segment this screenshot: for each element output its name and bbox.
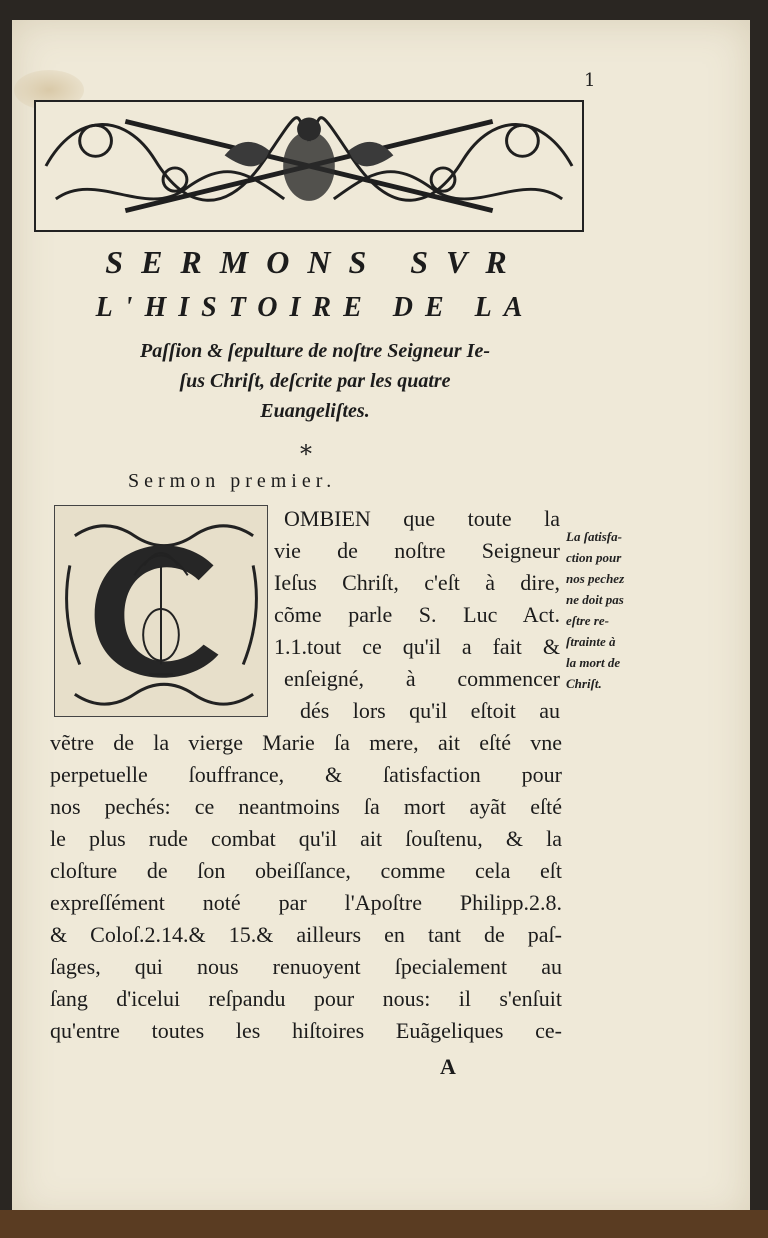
asterisk-ornament: *	[300, 440, 312, 468]
body-text-line: vie de noſtre Seigneur	[274, 538, 560, 563]
ornamental-headband	[34, 100, 584, 232]
subtitle-line: Euangeliſtes.	[260, 400, 370, 422]
title-line-2: L'HISTOIRE DE LA	[95, 292, 535, 323]
body-text-line: qu'entre toutes les hiſtoires Euãgeliques ce-	[50, 1018, 562, 1043]
body-text-line: le plus rude combat qu'il ait ſouſtenu, & la	[50, 826, 562, 851]
margin-note-line: La ſatisfa-	[566, 529, 622, 544]
body-text-line: Ieſus Chriſt, c'eſt à dire,	[274, 570, 560, 595]
body-text-line: OMBIEN que toute la	[284, 506, 560, 531]
page-number: 1	[584, 70, 596, 91]
signature-mark: A	[440, 1054, 456, 1079]
body-text-line: ſang d'icelui reſpandu pour nous: il s'enſuit	[50, 986, 562, 1011]
body-text-line: vẽtre de la vierge Marie ſa mere, ait eſté vne	[50, 730, 562, 755]
body-text-line: dés lors qu'il eſtoit au	[300, 698, 560, 723]
page-edge	[0, 1210, 768, 1238]
subtitle-line: Paſſion & ſepulture de noſtre Seigneur Ie-	[140, 340, 490, 362]
body-text-line: enſeigné, à commencer	[284, 666, 560, 691]
body-text-line: & Coloſ.2.14.& 15.& ailleurs en tant de paſ-	[50, 922, 562, 947]
body-text-line: nos pechés: ce neantmoins ſa mort ayãt eſté	[50, 794, 562, 819]
margin-note-line: ſtrainte à	[566, 634, 616, 649]
subtitle	[80, 336, 550, 426]
body-text-line: ſages, qui nous renuoyent ſpecialement au	[50, 954, 562, 979]
margin-note-line: nos pechez	[566, 571, 625, 586]
sermon-heading: Sermon premier.	[128, 470, 337, 492]
margin-note-line: Chriſt.	[566, 676, 602, 691]
body-text-line: perpetuelle ſouffrance, & ſatisfaction pour	[50, 762, 562, 787]
margin-note-line: ction pour	[566, 550, 622, 565]
margin-note-line: eſtre re-	[566, 613, 609, 628]
margin-note	[566, 526, 658, 694]
margin-note-line: la mort de	[566, 655, 621, 670]
decorated-initial-c-icon	[54, 505, 268, 717]
title-line-1: SERMONS SVR	[105, 244, 525, 280]
body-text-line: expreſſément noté par l'Apoſtre Philipp.2.8.	[50, 890, 562, 915]
margin-note-line: ne doit pas	[566, 592, 624, 607]
body-text-line: cõme parle S. Luc Act.	[274, 602, 560, 627]
body-text-line: cloſture de ſon obeiſſance, comme cela eſt	[50, 858, 562, 883]
body-text-line: 1.1.tout ce qu'il a fait &	[274, 634, 560, 659]
subtitle-line: ſus Chriſt, deſcrite par les quatre	[179, 370, 451, 392]
